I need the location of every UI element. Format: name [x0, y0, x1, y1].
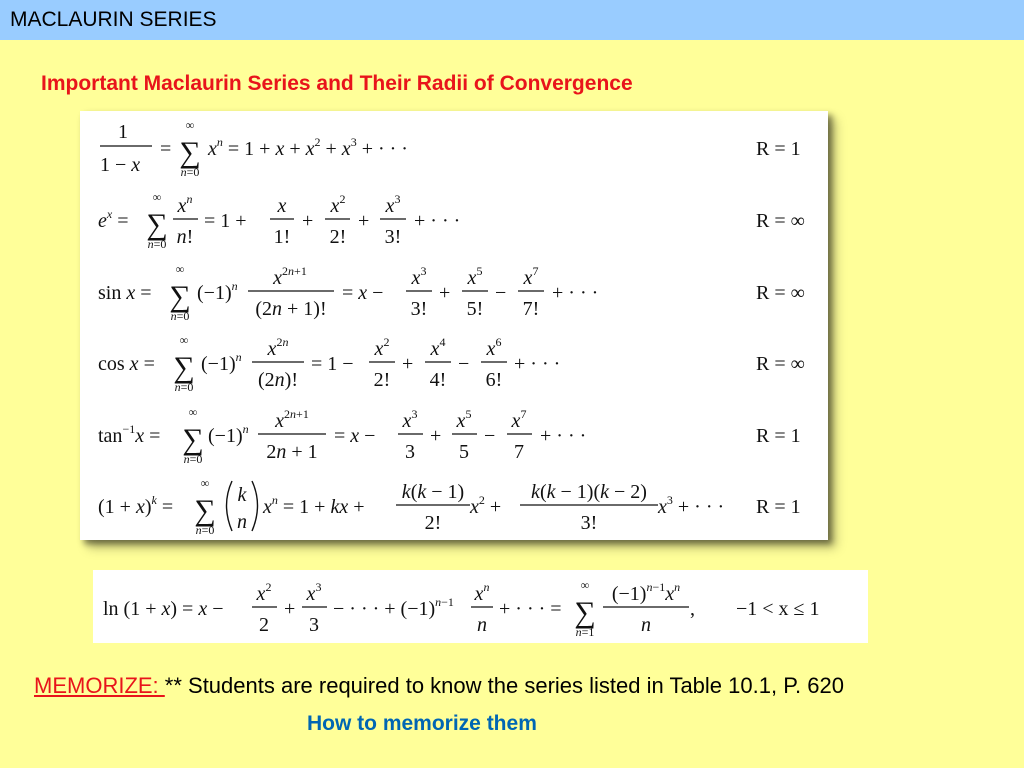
- svg-text:ln (1 + x) = x −: ln (1 + x) = x −: [103, 598, 224, 620]
- svg-text:k: k: [237, 484, 247, 506]
- svg-text:∞: ∞: [188, 405, 198, 419]
- series-row-arctangent: [98, 405, 801, 466]
- svg-text:= 1 +: = 1 +: [204, 210, 247, 232]
- svg-text:x3: $x^3$: [306, 580, 322, 605]
- series-row-binomial: [98, 476, 801, 537]
- svg-text:∑: ∑: [169, 280, 191, 313]
- svg-text:4!: 4!: [429, 369, 447, 391]
- svg-text:xn: $x^n$: [474, 580, 490, 605]
- svg-text:∑: ∑: [194, 494, 216, 527]
- series-row-cosine: [98, 333, 805, 394]
- svg-text:k(k − 1): k(k − 1): [401, 481, 465, 503]
- svg-text:n=0: n=0: [180, 165, 200, 179]
- svg-text:k(k − 1)(k − 2): k(k − 1)(k − 2): [531, 481, 647, 503]
- svg-text:+: +: [302, 210, 314, 232]
- svg-text:3!: 3!: [410, 298, 428, 320]
- svg-text:1: 1: [118, 121, 128, 143]
- svg-text:∞: ∞: [179, 333, 189, 347]
- svg-text:+: +: [402, 353, 414, 375]
- slide-heading: Important Maclaurin Series and Their Radii of Convergence: [41, 72, 633, 95]
- svg-text:1 − x: 1 − x: [100, 154, 141, 176]
- svg-text:n=0: n=0: [147, 237, 167, 251]
- svg-text:x4: $x^4$: [430, 335, 446, 360]
- svg-text:2!: 2!: [373, 369, 391, 391]
- svg-text:n=0: n=0: [174, 380, 194, 394]
- svg-text:x2 +: $x^2$ +: [470, 493, 502, 518]
- svg-text:3: 3: [309, 614, 319, 636]
- memorize-text: ** Students are required to know the series listed in Table 10.1, P. 620: [164, 673, 844, 698]
- svg-text:tan−1x =: $\tan^{-1}x$ =: [98, 422, 161, 447]
- svg-text:∞: ∞: [580, 578, 590, 592]
- radius-label: R = ∞: [756, 210, 805, 232]
- svg-text:x5: $x^5$: [467, 264, 483, 289]
- svg-text:+: +: [430, 425, 442, 447]
- svg-text:+ · · ·: + · · ·: [414, 210, 461, 232]
- series-row-geometric: [100, 118, 801, 179]
- svg-text:(−1)n: $(-1)^n$: [201, 350, 242, 375]
- svg-text:7!: 7!: [522, 298, 540, 320]
- svg-text:x7: $x^7$: [523, 264, 539, 289]
- radius-label: R = 1: [756, 496, 801, 518]
- svg-text:− · · · + (−1)n−1: − · · · + $(-1)^{n-1}$: [333, 595, 454, 620]
- svg-text:(−1)n−1xn: $(-1)^{n-1}x^n$: [611, 580, 681, 605]
- svg-text:x3: $x^3$: [385, 192, 401, 217]
- svg-text:x: x: [277, 195, 287, 217]
- radius-label: R = 1: [756, 425, 801, 447]
- series-row-exponential: [98, 190, 805, 251]
- svg-text:1!: 1!: [273, 226, 291, 248]
- svg-text:x6: $x^6$: [486, 335, 502, 360]
- svg-text:(−1)n: $(-1)^n$: [197, 279, 238, 304]
- svg-text:sin x =: sin x =: [98, 282, 152, 304]
- svg-text:n=0: n=0: [195, 523, 215, 537]
- svg-text:7: 7: [514, 441, 524, 463]
- svg-text:x2n+1: $x^{2n+1}$: [273, 264, 307, 289]
- svg-text:= 1 −: = 1 −: [311, 353, 354, 375]
- log-series-image: [93, 570, 868, 643]
- svg-text:∑: ∑: [173, 351, 195, 384]
- svg-text:x2: $x^2$: [330, 192, 346, 217]
- svg-text:n: n: [237, 511, 247, 533]
- svg-text:x3: $x^3$: [411, 264, 427, 289]
- svg-text:∞: ∞: [200, 476, 210, 490]
- svg-text:x7: $x^7$: [511, 407, 527, 432]
- svg-text:(1 + x)k =: $(1 + x)^k$ =: [98, 493, 174, 518]
- svg-text:x5: $x^5$: [456, 407, 472, 432]
- svg-text:+ · · ·: + · · ·: [540, 425, 587, 447]
- svg-text:∑: ∑: [182, 423, 204, 456]
- svg-text:3!: 3!: [580, 512, 598, 534]
- svg-text:n=1: n=1: [575, 625, 595, 639]
- svg-text:∞: ∞: [152, 190, 162, 204]
- svg-text:∞: ∞: [175, 262, 185, 276]
- svg-text:2n + 1: 2n + 1: [266, 441, 318, 463]
- svg-text:2: 2: [259, 614, 269, 636]
- radius-label: R = 1: [756, 138, 801, 160]
- log-series-formula: [103, 578, 695, 639]
- svg-text:+: +: [284, 598, 296, 620]
- how-to-memorize-link[interactable]: How to memorize them: [307, 712, 537, 735]
- svg-text:,: ,: [690, 598, 695, 620]
- memorize-note: [34, 673, 844, 699]
- svg-text:(2n)!: (2n)!: [258, 369, 298, 391]
- svg-text:cos x =: cos x =: [98, 353, 155, 375]
- svg-text:x3 + · · ·: $x^3$ + · · ·: [658, 493, 725, 518]
- svg-text:n: n: [641, 614, 651, 636]
- radius-label: R = ∞: [756, 353, 805, 375]
- svg-text:+: +: [439, 282, 451, 304]
- svg-text:x2n+1: $x^{2n+1}$: [275, 407, 309, 432]
- svg-text:x2n: $x^{2n}$: [267, 335, 289, 360]
- svg-text:xn = 1 + kx +: $x^n = 1$ + kx +: [263, 493, 365, 518]
- svg-text:ex =: $e^x$ =: [98, 207, 129, 232]
- svg-text:=: =: [160, 138, 172, 160]
- svg-text:−: −: [495, 282, 507, 304]
- svg-text:2!: 2!: [424, 512, 442, 534]
- svg-text:xn: $x^n$: [177, 192, 193, 217]
- svg-text:x3: $x^3$: [402, 407, 418, 432]
- svg-text:∑: ∑: [574, 596, 596, 629]
- svg-text:n=0: n=0: [170, 309, 190, 323]
- svg-text:5: 5: [459, 441, 469, 463]
- svg-text:∞: ∞: [185, 118, 195, 132]
- memorize-label: MEMORIZE:: [34, 673, 165, 698]
- svg-text:x2: $x^2$: [374, 335, 390, 360]
- svg-text:−: −: [484, 425, 496, 447]
- series-table-image: [80, 111, 828, 540]
- svg-text:n: n: [477, 614, 487, 636]
- svg-text:+ · · ·: + · · ·: [514, 353, 561, 375]
- svg-text:x2: $x^2$: [256, 580, 272, 605]
- svg-text:2!: 2!: [329, 226, 347, 248]
- svg-text:n!: n!: [176, 226, 194, 248]
- svg-text:3!: 3!: [384, 226, 402, 248]
- svg-text:3: 3: [405, 441, 415, 463]
- radius-label: R = ∞: [756, 282, 805, 304]
- svg-text:−: −: [458, 353, 470, 375]
- page-title: MACLAURIN SERIES: [10, 8, 217, 31]
- svg-text:n=0: n=0: [183, 452, 203, 466]
- svg-text:6!: 6!: [485, 369, 503, 391]
- svg-text:(2n + 1)!: (2n + 1)!: [255, 298, 327, 320]
- svg-text:∑: ∑: [146, 208, 168, 241]
- svg-text:+: +: [358, 210, 370, 232]
- svg-text:= x −: = x −: [334, 425, 376, 447]
- svg-text:(−1)n: $(-1)^n$: [208, 422, 249, 447]
- svg-text:= x −: = x −: [342, 282, 384, 304]
- svg-text:+ · · · =: + · · · =: [499, 598, 562, 620]
- title-bar: [0, 0, 1024, 40]
- log-series-interval: −1 < x ≤ 1: [736, 598, 820, 620]
- svg-text:∑: ∑: [179, 136, 201, 169]
- svg-text:xn = 1 + x + x2 + x3 + · · ·: $x^n = 1 + x + x^2 + x^3$ + · · ·: [208, 135, 408, 160]
- series-row-sine: [98, 262, 805, 323]
- svg-text:+ · · ·: + · · ·: [552, 282, 599, 304]
- svg-text:5!: 5!: [466, 298, 484, 320]
